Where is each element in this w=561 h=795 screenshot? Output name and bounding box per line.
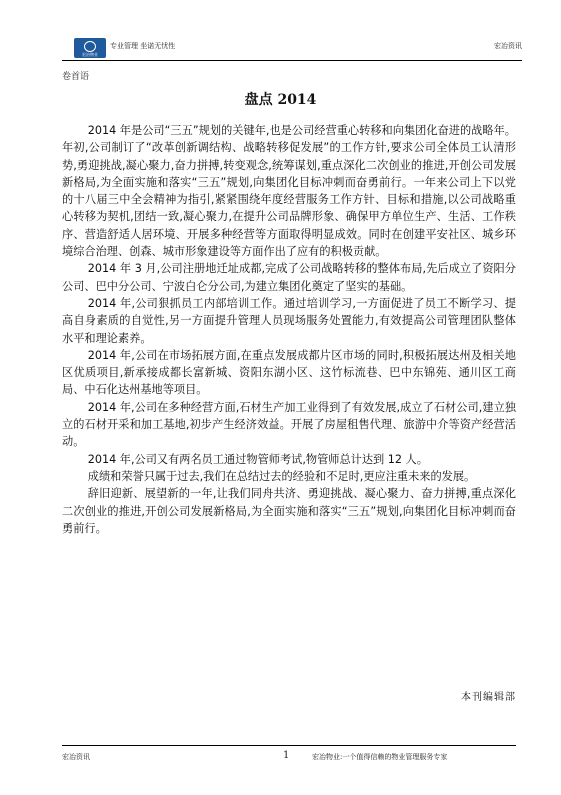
article-title: 盘点 2014: [244, 92, 317, 108]
page-header: [62, 35, 522, 61]
paragraph: 辞旧迎新、展望新的一年,让我们同舟共济、勇迎挑战、凝心聚力、奋力拼搏,重点深化二次创业的推进,开创公司发展新格局,为全面实施和落实“三五”规划,向集团化目标冲刺而奋勇前行。: [62, 487, 516, 535]
paragraph: 成绩和荣誉只属于过去,我们在总结过去的经验和不足时,更应注重未来的发展。: [87, 469, 476, 483]
page-number: 1: [283, 750, 290, 761]
header-slogan: 专业管理 坐诺无忧性: [110, 42, 176, 50]
header-divider: [62, 60, 522, 61]
logo-text: 宏冶物业: [82, 52, 98, 57]
footer-publication: 宏冶资讯: [62, 753, 90, 761]
company-logo-icon: [74, 38, 106, 58]
footer-tagline: 宏冶物业:一个值得信赖的物业管理服务专家: [312, 753, 448, 761]
logo-emblem: [84, 41, 96, 52]
paragraph: 2014 年,公司在多种经营方面,石材生产加工业得到了有效发展,成立了石材公司,建立独立的石材开采和加工基地,初步产生经济效益。开展了房屋租售代理、旅游中介等资产经营活动。: [62, 400, 516, 449]
article-body: [62, 122, 516, 537]
paragraph: 2014 年,公司又有两名员工通过物管师考试,物管师总计达到 12 人。: [87, 452, 428, 466]
publication-name: 宏冶资讯: [494, 42, 522, 50]
footer-divider: [62, 745, 516, 746]
paragraph: 2014 年是公司“三五”规划的关键年,也是公司经营重心转移和向集团化奋进的战略年。年初,公司制订了“改革创新调结构、战略转移促发展”的工作方针,要求公司全体员工认清形势,勇迎挑战,凝心聚力,奋力拼搏,转变观念,统筹谋划,重点深化二次创业的推进,开创公司发展新格局,为全面实施和落实“三五”规划,向集团化目标冲刺而奋勇前行。一年来公司上下以党的十八届三中全会精神为指引,紧紧围绕年度经营服务工作方针、目标和措施,以公司战略重心转移为契机,团结一致,凝心聚力,在提升公司品牌形象、确保甲方单位生产、生活、工作秩序、营造舒适人居环境、开展多种经营等方面取得明显成效。同时在创建平安社区、城乡环境综合治理、创森、城市形象建设等方面作出了应有的积极贡献。: [62, 124, 516, 259]
signature: 本刊编辑部: [461, 692, 516, 703]
paragraph: 2014 年,公司狠抓员工内部培训工作。通过培训学习,一方面促进了员工不断学习、提高自身素质的自觉性,另一方面提升管理人员现场服务处置能力,有效提高公司管理团队整体水平和理论素养。: [62, 296, 516, 345]
section-label: 卷首语: [62, 72, 90, 82]
paragraph: 2014 年 3 月,公司注册地迁址成都,完成了公司战略转移的整体布局,先后成立了资阳分公司、巴中分公司、宁波白仑分公司,为建立集团化奠定了坚实的基础。: [62, 262, 516, 293]
paragraph: 2014 年,公司在市场拓展方面,在重点发展成都片区市场的同时,积极拓展达州及相关地区优质项目,新承接成都长富新城、资阳东湖小区、这竹标流巷、巴中东锦苑、通川区工商局、中石化达州基地等项目。: [62, 348, 516, 397]
